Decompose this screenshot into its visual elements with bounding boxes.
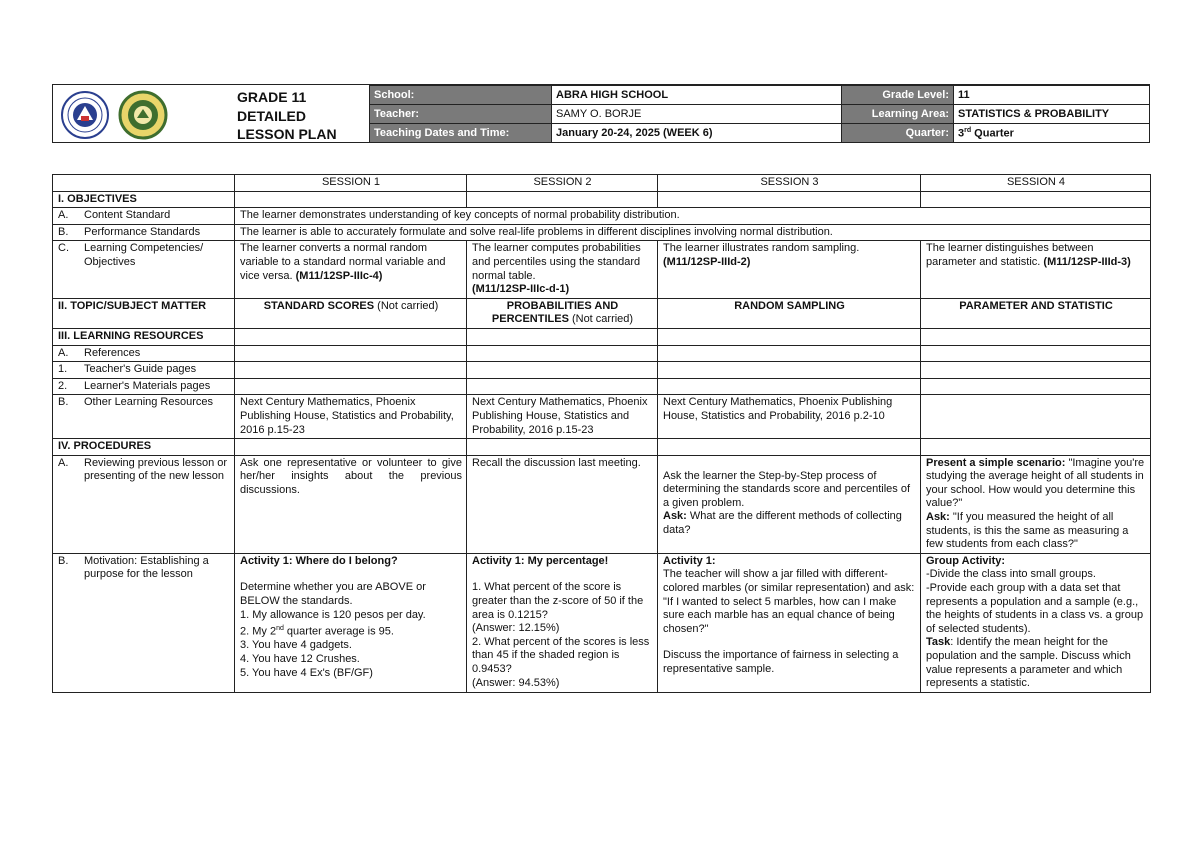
review-session-4: Present a simple scenario: "Imagine you're studying the average height of all students in your school. How would you determine this value?" Ask: "If you measured the height of all students, is this the same as measuring a few students from each class?" <box>921 455 1151 553</box>
competency-session-1: The learner converts a normal random variable to a standard normal variable and vice versa. (M11/12SP-IIIc-4) <box>235 241 467 298</box>
school-label: School: <box>370 86 552 105</box>
competency-session-4: The learner distinguishes between parameter and statistic. (M11/12SP-IIId-3) <box>921 241 1151 298</box>
quarter-value: 3rd Quarter <box>954 124 1150 143</box>
header-info-grid <box>369 85 1150 143</box>
performance-standard-text: The learner is able to accurately formulate and solve real-life problems in different disciplines involving normal distribution. <box>235 224 1151 241</box>
resources-heading: III. LEARNING RESOURCES <box>53 328 235 345</box>
motivation-session-4: Group Activity: -Divide the class into small groups. -Provide each group with a data set that represents a population and a sample (e.g., the heights of students in a class vs. a group of selected students). Task: Identify the mean height for the population and the sample. Discuss which value represents a parameter and which represents a statistic. <box>921 553 1151 692</box>
teacher-value: SAMY O. BORJE <box>552 105 842 124</box>
content-standard-text: The learner demonstrates understanding of key concepts of normal probability distribution. <box>235 208 1151 225</box>
grade-level-value: 11 <box>954 86 1150 105</box>
competency-session-3: The learner illustrates random sampling. (M11/12SP-IIId-2) <box>658 241 921 298</box>
objectives-heading-row <box>53 191 1151 208</box>
teacher-label: Teacher: <box>370 105 552 124</box>
grade-level-label: Grade Level: <box>842 86 954 105</box>
procedures-heading: IV. PROCEDURES <box>53 439 235 456</box>
motivation-session-2: Activity 1: My percentage! 1. What percent of the score is greater than the z-score of 50 if the area is 0.1215? (Answer: 12.15%) 2. What percent of the scores is less than 45 if the shaded region is 0.9453? (Answer: 94.53%) <box>467 553 658 692</box>
review-row: A. Reviewing previous lesson or presenting of the new lesson Ask one representative or volunteer to give her/her insights about the previous discussions. Recall the discussion last meeting. Ask the learner the Step-by-Step process of determining the standards score and percentiles of a given problem. Ask: What are the different methods of collecting data? Present a simple scenario: "Imagine you're studying the average height of all students in your school. How would you determine this value?" Ask: "If you measured the height of all students, is this the same as measuring a few students from each class?" <box>53 455 1151 553</box>
teachers-guide-label: Teacher's Guide pages <box>84 363 197 376</box>
lesson-plan-header <box>52 84 1150 143</box>
session-2-header: SESSION 2 <box>467 175 658 192</box>
references-row: A. References <box>53 345 1151 362</box>
topic-heading: II. TOPIC/SUBJECT MATTER <box>53 298 235 328</box>
content-standard-label: Content Standard <box>84 209 171 222</box>
review-session-1: Ask one representative or volunteer to give her/her insights about the previous discussions. <box>235 455 467 553</box>
motivation-label: Motivation: Establishing a purpose for the lesson <box>84 554 209 581</box>
session-3-header: SESSION 3 <box>658 175 921 192</box>
topic-session-3: RANDOM SAMPLING <box>658 298 921 328</box>
resources-heading-row <box>53 328 1151 345</box>
quarter-label: Quarter: <box>842 124 954 143</box>
title-line: DETAILED <box>237 107 306 124</box>
motivation-session-3: Activity 1: The teacher will show a jar filled with different-colored marbles (or similar representation) and ask: "If I wanted to select 5 marbles, how can I make sure each marble has an equal chance of being chosen?" Discuss the importance of fairness in selecting a representative sample. <box>658 553 921 692</box>
topic-session-2: PROBABILITIES AND PERCENTILES (Not carried) <box>467 298 658 328</box>
references-label: References <box>84 346 141 359</box>
review-session-3: Ask the learner the Step-by-Step process of determining the standards score and percentiles of a given problem. Ask: What are the different methods of collecting data? <box>658 455 921 553</box>
other-resources-session-3: Next Century Mathematics, Phoenix Publishing House, Statistics and Probability, 2016 p.2-10 <box>658 395 921 439</box>
competencies-row: C. Learning Competencies/ Objectives The learner converts a normal random variable to a standard normal variable and vice versa. (M11/12SP-IIIc-4) The learner computes probabilities and percentiles using the standard normal table. (M11/12SP-IIIc-d-1) The learner illustrates random sampling. (M11/12SP-IIId-2) The learner distinguishes between parameter and statistic. (M11/12SP-IIId-3) <box>53 241 1151 298</box>
other-resources-session-1: Next Century Mathematics, Phoenix Publishing House, Statistics and Probability, 2016 p.15-23 <box>235 395 467 439</box>
teachers-guide-row: 1. Teacher's Guide pages <box>53 362 1151 379</box>
learning-area-value: STATISTICS & PROBABILITY <box>954 105 1150 124</box>
title-line: LESSON PLAN <box>237 126 337 142</box>
deped-seal-icon <box>57 90 113 140</box>
motivation-session-1: Activity 1: Where do I belong? Determine whether you are ABOVE or BELOW the standards. 1. My allowance is 120 pesos per day. 2. My 2nd quarter average is 95. 3. You have 4 gadgets. 4. You have 12 Crushes. 5. You have 4 Ex's (BF/GF) <box>235 553 467 692</box>
other-resources-row: B. Other Learning Resources Next Century Mathematics, Phoenix Publishing House, Statistics and Probability, 2016 p.15-23 Next Century Mathematics, Phoenix Publishing House, Statistics and Probability, 2016 p.15-23 Next Century Mathematics, Phoenix Publishing House, Statistics and Probability, 2016 p.2-10 <box>53 395 1151 439</box>
lesson-plan-table <box>52 174 1151 693</box>
title-line: GRADE 11 <box>237 89 307 105</box>
learners-materials-label: Learner's Materials pages <box>84 379 211 392</box>
dates-value: January 20-24, 2025 (WEEK 6) <box>552 124 842 143</box>
other-resources-label: Other Learning Resources <box>84 396 214 409</box>
objectives-heading: I. OBJECTIVES <box>53 191 235 208</box>
motivation-row: B. Motivation: Establishing a purpose for the lesson Activity 1: Where do I belong? Determine whether you are ABOVE or BELOW the standards. 1. My allowance is 120 pesos per day. 2. My 2nd quarter average is 95. 3. You have 4 gadgets. 4. You have 12 Crushes. 5. You have 4 Ex's (BF/GF) Activity 1: My percentage! 1. What percent of the score is greater than the z-score of 50 if the area is 0.1215? (Answer: 12.15%) 2. What percent of the scores is less than 45 if the shaded region is 0.9453? (Answer: 94.53%) Activity 1: The teacher will show a jar filled with different-colored marbles (or similar representation) and ask: "If I wanted to select 5 marbles, how can I make sure each marble has an equal chance of being chosen?" Discuss the importance of fairness in selecting a representative sample. Group Activity: -Divide the class into small groups. -Provide each group with a data set that represents a population and a sample (e.g., the heights of students in a class vs. a group of selected students). Task: Identify the mean height for the population and the sample. Discuss which value represents a parameter and which represents a statistic. <box>53 553 1151 692</box>
procedures-heading-row <box>53 439 1151 456</box>
learners-materials-row: 2. Learner's Materials pages <box>53 378 1151 395</box>
topic-session-4: PARAMETER AND STATISTIC <box>921 298 1151 328</box>
content-standard-row: A. Content Standard The learner demonstrates understanding of key concepts of normal probability distribution. <box>53 208 1151 225</box>
topic-session-1: STANDARD SCORES (Not carried) <box>235 298 467 328</box>
session-header-row <box>53 175 1151 192</box>
dates-label: Teaching Dates and Time: <box>370 124 552 143</box>
school-value: ABRA HIGH SCHOOL <box>552 86 842 105</box>
lesson-plan-title <box>237 88 337 144</box>
topic-row <box>53 298 1151 328</box>
learning-area-label: Learning Area: <box>842 105 954 124</box>
competencies-label: Learning Competencies/ Objectives <box>84 242 204 268</box>
session-1-header: SESSION 1 <box>235 175 467 192</box>
school-seal-icon <box>115 90 171 140</box>
session-4-header: SESSION 4 <box>921 175 1151 192</box>
performance-standard-label: Performance Standards <box>84 225 201 238</box>
review-label: Reviewing previous lesson or presenting of the new lesson <box>84 456 228 483</box>
competency-session-2: The learner computes probabilities and percentiles using the standard normal table. (M11/12SP-IIIc-d-1) <box>467 241 658 298</box>
review-session-2: Recall the discussion last meeting. <box>467 455 658 553</box>
performance-standard-row: B. Performance Standards The learner is able to accurately formulate and solve real-life problems in different disciplines involving normal distribution. <box>53 224 1151 241</box>
other-resources-session-2: Next Century Mathematics, Phoenix Publishing House, Statistics and Probability, 2016 p.15-23 <box>467 395 658 439</box>
